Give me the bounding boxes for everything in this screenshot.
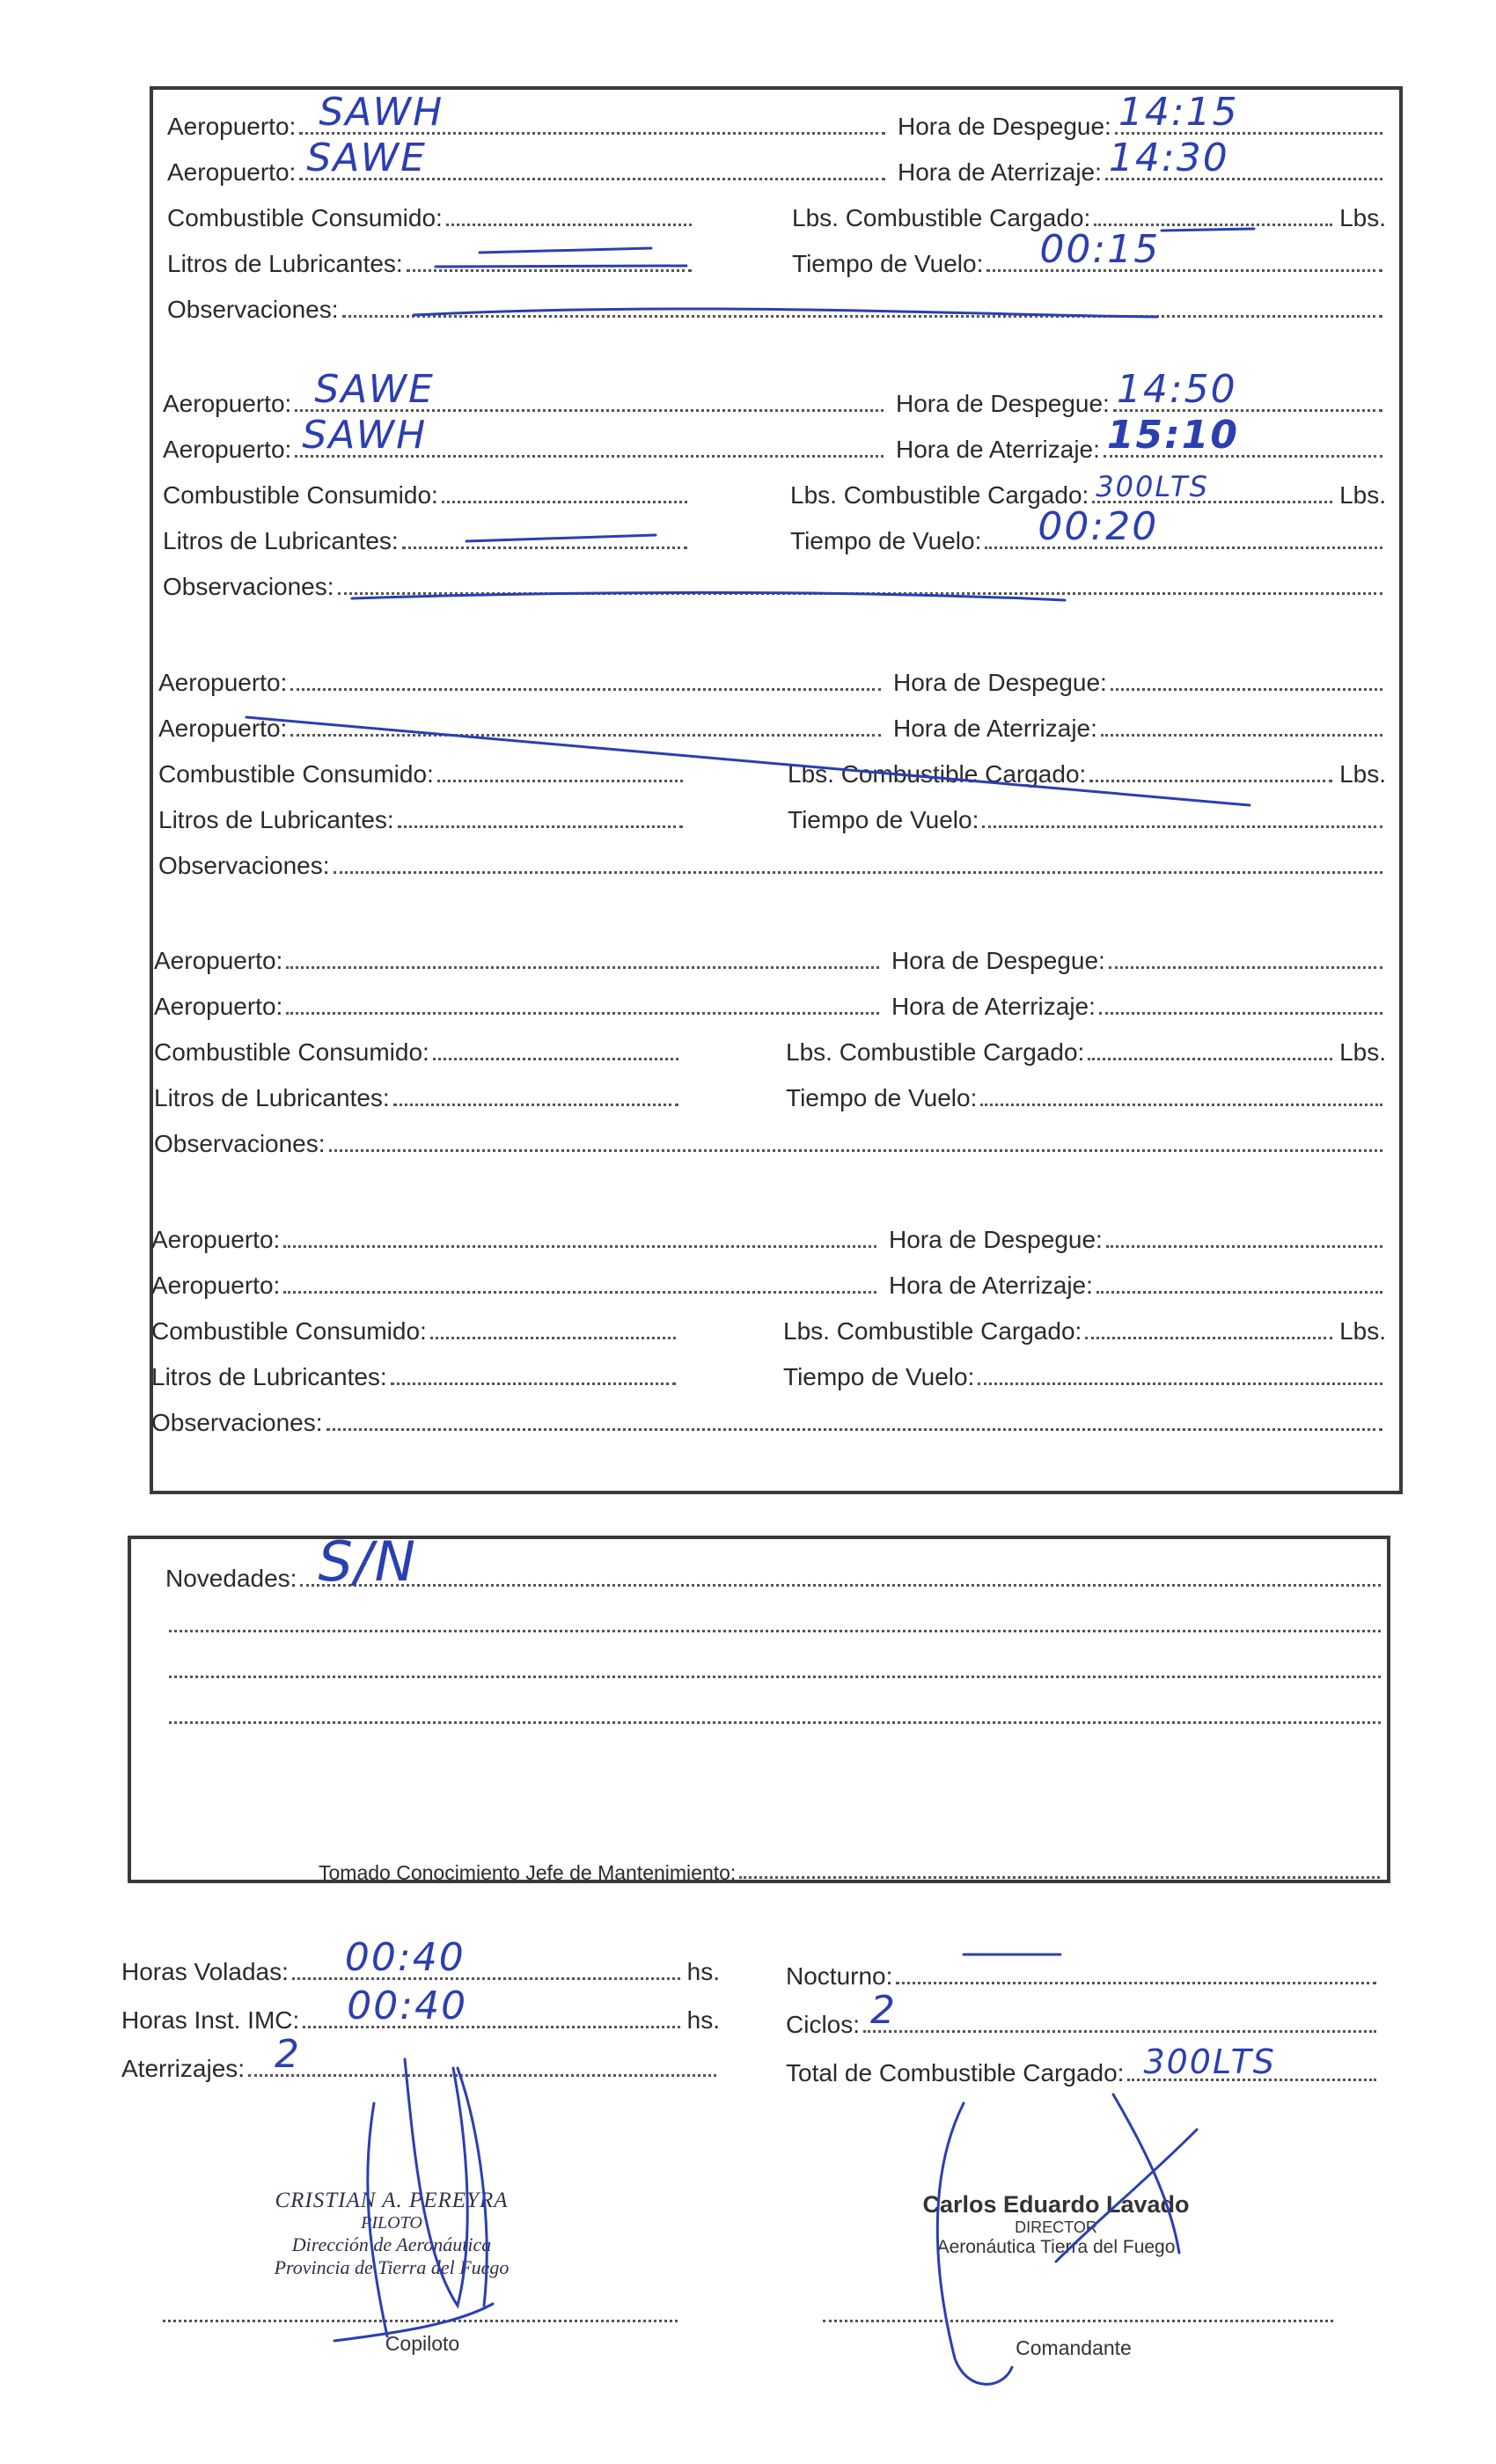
flight-time-label: Tiempo de Vuelo: — [790, 527, 982, 554]
fuel-consumed-field[interactable] — [430, 1310, 676, 1339]
arrival-airport-label: Aeropuerto: — [167, 158, 297, 186]
fuel-consumed-field[interactable] — [442, 474, 687, 503]
departure-airport-label: Aeropuerto: — [154, 947, 283, 974]
news-line[interactable] — [165, 1649, 1384, 1684]
remarks-label: Observaciones: — [167, 296, 339, 323]
lubricants-field[interactable] — [391, 1356, 676, 1385]
flight-time-field[interactable] — [982, 799, 1382, 828]
news-label: Novedades: — [165, 1565, 297, 1592]
arrival-airport-label: Aeropuerto: — [154, 993, 283, 1020]
departure-airport-value: SAWE — [314, 367, 435, 412]
departure-airport-field[interactable] — [295, 367, 884, 412]
flight-time-row — [790, 504, 1386, 555]
remarks-field[interactable] — [334, 845, 1382, 874]
landing-time-row — [889, 1265, 1386, 1300]
takeoff-time-row — [889, 1219, 1386, 1254]
night-field[interactable] — [896, 1955, 1376, 1984]
total-fuel-label: Total de Combustible Cargado: — [786, 2059, 1125, 2086]
commander-signature-line[interactable] — [823, 2320, 1333, 2322]
flight-time-row — [788, 799, 1386, 834]
departure-airport-row — [154, 940, 883, 975]
arrival-airport-label: Aeropuerto: — [158, 715, 288, 742]
fuel-consumed-label: Combustible Consumido: — [167, 204, 443, 231]
maintenance-field[interactable] — [739, 1850, 1380, 1879]
takeoff-time-field[interactable] — [1109, 940, 1382, 969]
landings-label: Aterrizajes: — [121, 2055, 246, 2082]
flight-time-field[interactable] — [985, 504, 1382, 549]
fuel-consumed-label: Combustible Consumido: — [154, 1038, 429, 1066]
departure-airport-row — [163, 367, 887, 418]
flight-time-row — [792, 227, 1386, 278]
takeoff-time-field[interactable] — [1113, 367, 1382, 412]
total-fuel-field[interactable] — [1127, 2042, 1376, 2081]
fuel-loaded-field[interactable] — [1089, 753, 1332, 782]
landings-value: 2 — [275, 2032, 302, 2077]
cycles-label: Ciclos: — [786, 2011, 861, 2038]
lubricants-row — [154, 1077, 682, 1112]
fuel-loaded-value: 300LTS — [1096, 470, 1209, 503]
arrival-airport-row — [158, 708, 884, 743]
departure-airport-label: Aeropuerto: — [167, 113, 297, 140]
news-value: S/N — [318, 1529, 418, 1594]
arrival-airport-value: SAWE — [306, 136, 427, 180]
imc-field[interactable] — [303, 1984, 679, 2028]
landing-time-value: 14:30 — [1108, 136, 1229, 180]
departure-airport-field[interactable] — [283, 1219, 876, 1248]
landing-time-field[interactable] — [1101, 708, 1382, 737]
hours-flown-unit: hs. — [686, 1958, 720, 1985]
fuel-loaded-unit: Lbs. — [1339, 1317, 1386, 1345]
departure-airport-field[interactable] — [299, 90, 885, 135]
remarks-label: Observaciones: — [158, 852, 330, 879]
arrival-airport-row — [167, 136, 889, 187]
flight-time-value: 00:15 — [1039, 227, 1161, 272]
flight-time-row — [786, 1077, 1386, 1112]
arrival-airport-field[interactable] — [283, 1265, 876, 1294]
copilot-signature-line[interactable] — [163, 2320, 678, 2322]
cycles-row — [786, 1988, 1380, 2039]
takeoff-time-label: Hora de Despegue: — [893, 669, 1107, 696]
commander-label: Comandante — [1016, 2336, 1132, 2359]
flight-time-field[interactable] — [980, 1077, 1382, 1106]
cycles-field[interactable] — [863, 1988, 1376, 2033]
flight-time-field[interactable] — [978, 1356, 1382, 1385]
flight-time-field[interactable] — [986, 227, 1382, 272]
lubricants-row — [167, 243, 695, 278]
lubricants-label: Litros de Lubricantes: — [151, 1363, 387, 1390]
takeoff-time-label: Hora de Despegue: — [891, 947, 1105, 974]
fuel-consumed-field[interactable] — [433, 1031, 678, 1060]
takeoff-time-label: Hora de Despegue: — [896, 390, 1110, 417]
remarks-row — [158, 845, 1386, 880]
landing-time-row — [896, 413, 1386, 464]
takeoff-time-value: 14:50 — [1116, 367, 1237, 412]
arrival-airport-field[interactable] — [290, 708, 881, 737]
landing-time-field[interactable] — [1105, 136, 1382, 180]
fuel-loaded-label: Lbs. Combustible Cargado: — [790, 481, 1089, 509]
fuel-consumed-row — [163, 474, 691, 510]
fuel-loaded-label: Lbs. Combustible Cargado: — [783, 1317, 1082, 1345]
hours-flown-field[interactable] — [292, 1935, 680, 1980]
hours-flown-row — [121, 1935, 720, 1986]
landing-time-label: Hora de Aterrizaje: — [896, 436, 1100, 463]
departure-airport-row — [167, 90, 889, 141]
departure-airport-value: SAWH — [319, 90, 444, 135]
landing-time-value: 15:10 — [1106, 413, 1239, 458]
departure-airport-field[interactable] — [290, 662, 881, 691]
takeoff-time-label: Hora de Despegue: — [898, 113, 1111, 140]
fuel-consumed-label: Combustible Consumido: — [158, 760, 434, 788]
fuel-loaded-label: Lbs. Combustible Cargado: — [792, 204, 1091, 231]
remarks-row — [163, 566, 1386, 601]
cycles-value: 2 — [870, 1988, 898, 2033]
imc-label: Horas Inst. IMC: — [121, 2006, 300, 2034]
fuel-consumed-row — [167, 197, 695, 232]
fuel-loaded-field[interactable] — [1088, 1031, 1332, 1060]
landing-time-label: Hora de Aterrizaje: — [889, 1272, 1093, 1299]
maintenance-row — [319, 1850, 1383, 1885]
maintenance-label: Tomado Conocimiento Jefe de Mantenimiento: — [319, 1861, 737, 1884]
takeoff-time-value: 14:15 — [1118, 90, 1239, 135]
remarks-field[interactable] — [338, 566, 1382, 595]
copilot-stamp-province: Provincia de Tierra del Fuego — [274, 2256, 510, 2278]
remarks-row — [167, 289, 1386, 324]
arrival-airport-field[interactable] — [299, 136, 885, 180]
lubricants-label: Litros de Lubricantes: — [163, 527, 399, 554]
fuel-loaded-field[interactable] — [1092, 470, 1332, 503]
lubricants-field[interactable] — [402, 520, 687, 549]
commander-role: DIRECTOR — [1015, 2218, 1097, 2236]
copilot-stamp — [224, 2189, 559, 2279]
takeoff-time-label: Hora de Despegue: — [889, 1226, 1103, 1253]
takeoff-time-row — [893, 662, 1386, 697]
arrival-airport-label: Aeropuerto: — [151, 1272, 281, 1299]
landing-time-row — [898, 136, 1386, 187]
landing-time-field[interactable] — [1096, 1265, 1382, 1294]
fuel-consumed-row — [151, 1310, 679, 1346]
landing-time-field[interactable] — [1104, 413, 1382, 458]
fuel-loaded-field[interactable] — [1094, 197, 1332, 226]
takeoff-time-row — [891, 940, 1386, 975]
copilot-stamp-role: PILOTO — [361, 2213, 422, 2233]
remarks-row — [154, 1123, 1386, 1158]
news-field[interactable] — [300, 1529, 1381, 1594]
total-fuel-value: 300LTS — [1143, 2042, 1276, 2081]
takeoff-time-field[interactable] — [1111, 662, 1382, 691]
fuel-consumed-field[interactable] — [446, 197, 692, 226]
flight-time-label: Tiempo de Vuelo: — [786, 1084, 978, 1111]
fuel-consumed-field[interactable] — [437, 753, 683, 782]
departure-airport-label: Aeropuerto: — [158, 669, 288, 696]
departure-airport-row — [151, 1219, 880, 1254]
remarks-field[interactable] — [329, 1123, 1382, 1152]
takeoff-time-field[interactable] — [1106, 1219, 1382, 1248]
fuel-consumed-row — [158, 753, 686, 788]
night-row — [786, 1955, 1380, 1991]
landing-time-row — [893, 708, 1386, 743]
departure-airport-label: Aeropuerto: — [151, 1226, 281, 1253]
lubricants-row — [151, 1356, 679, 1391]
news-row — [165, 1529, 1384, 1594]
flight-time-label: Tiempo de Vuelo: — [792, 250, 984, 277]
total-fuel-row — [786, 2042, 1380, 2087]
arrival-airport-field[interactable] — [286, 986, 879, 1015]
fuel-consumed-label: Combustible Consumido: — [151, 1317, 427, 1345]
fuel-loaded-unit: Lbs. — [1339, 760, 1386, 788]
commander-block — [884, 2191, 1228, 2258]
fuel-consumed-label: Combustible Consumido: — [163, 481, 438, 509]
remarks-field[interactable] — [342, 289, 1382, 318]
fuel-loaded-label: Lbs. Combustible Cargado: — [786, 1038, 1085, 1066]
fuel-loaded-row — [783, 1310, 1386, 1346]
flight-time-label: Tiempo de Vuelo: — [788, 806, 979, 833]
flight-time-value: 00:20 — [1038, 504, 1159, 549]
remarks-field[interactable] — [326, 1402, 1382, 1431]
arrival-airport-label: Aeropuerto: — [163, 436, 292, 463]
fuel-loaded-unit: Lbs. — [1339, 481, 1386, 509]
imc-value: 00:40 — [347, 1984, 468, 2028]
commander-name: Carlos Eduardo Lavado — [922, 2191, 1190, 2218]
lubricants-row — [158, 799, 686, 834]
fuel-loaded-row — [788, 753, 1386, 788]
landing-time-row — [891, 986, 1386, 1021]
flight-time-label: Tiempo de Vuelo: — [783, 1363, 975, 1390]
lubricants-field[interactable] — [398, 799, 683, 828]
night-label: Nocturno: — [786, 1962, 893, 1990]
flight-time-row — [783, 1356, 1386, 1391]
fuel-loaded-row — [786, 1031, 1386, 1067]
landings-row — [121, 2032, 720, 2083]
lubricants-label: Litros de Lubricantes: — [158, 806, 394, 833]
landings-field[interactable] — [248, 2032, 716, 2077]
arrival-airport-row — [151, 1265, 880, 1300]
commander-org: Aeronáutica Tierra del Fuego — [936, 2237, 1176, 2257]
fuel-loaded-unit: Lbs. — [1339, 204, 1386, 231]
remarks-label: Observaciones: — [163, 573, 334, 600]
fuel-loaded-field[interactable] — [1085, 1310, 1332, 1339]
landing-time-label: Hora de Aterrizaje: — [893, 715, 1097, 742]
arrival-airport-field[interactable] — [295, 413, 884, 458]
departure-airport-row — [158, 662, 884, 697]
remarks-label: Observaciones: — [151, 1409, 323, 1436]
arrival-airport-row — [154, 986, 883, 1021]
imc-unit: hs. — [686, 2006, 720, 2034]
fuel-loaded-label: Lbs. Combustible Cargado: — [788, 760, 1087, 788]
copilot-stamp-dept: Dirección de Aeronáutica — [291, 2233, 492, 2255]
lubricants-field[interactable] — [407, 243, 692, 272]
lubricants-label: Litros de Lubricantes: — [154, 1084, 390, 1111]
lubricants-row — [163, 520, 691, 555]
departure-airport-label: Aeropuerto: — [163, 390, 292, 417]
remarks-row — [151, 1402, 1386, 1437]
takeoff-time-field[interactable] — [1115, 90, 1382, 135]
lubricants-label: Litros de Lubricantes: — [167, 250, 403, 277]
landing-time-field[interactable] — [1099, 986, 1382, 1015]
fuel-consumed-row — [154, 1031, 682, 1067]
imc-row — [121, 1984, 720, 2035]
arrival-airport-value: SAWH — [302, 413, 428, 458]
news-line[interactable] — [165, 1603, 1384, 1639]
remarks-label: Observaciones: — [154, 1130, 326, 1157]
news-line[interactable] — [165, 1695, 1384, 1730]
landing-time-label: Hora de Aterrizaje: — [898, 158, 1102, 186]
hours-flown-value: 00:40 — [344, 1935, 466, 1980]
departure-airport-field[interactable] — [286, 940, 879, 969]
arrival-airport-row — [163, 413, 887, 464]
hours-flown-label: Horas Voladas: — [121, 1958, 289, 1985]
copilot-stamp-name: CRISTIAN A. PEREYRA — [275, 2189, 509, 2212]
fuel-loaded-unit: Lbs. — [1339, 1038, 1386, 1066]
lubricants-field[interactable] — [393, 1077, 678, 1106]
copilot-label: Copiloto — [385, 2332, 460, 2355]
landing-time-label: Hora de Aterrizaje: — [891, 993, 1096, 1020]
